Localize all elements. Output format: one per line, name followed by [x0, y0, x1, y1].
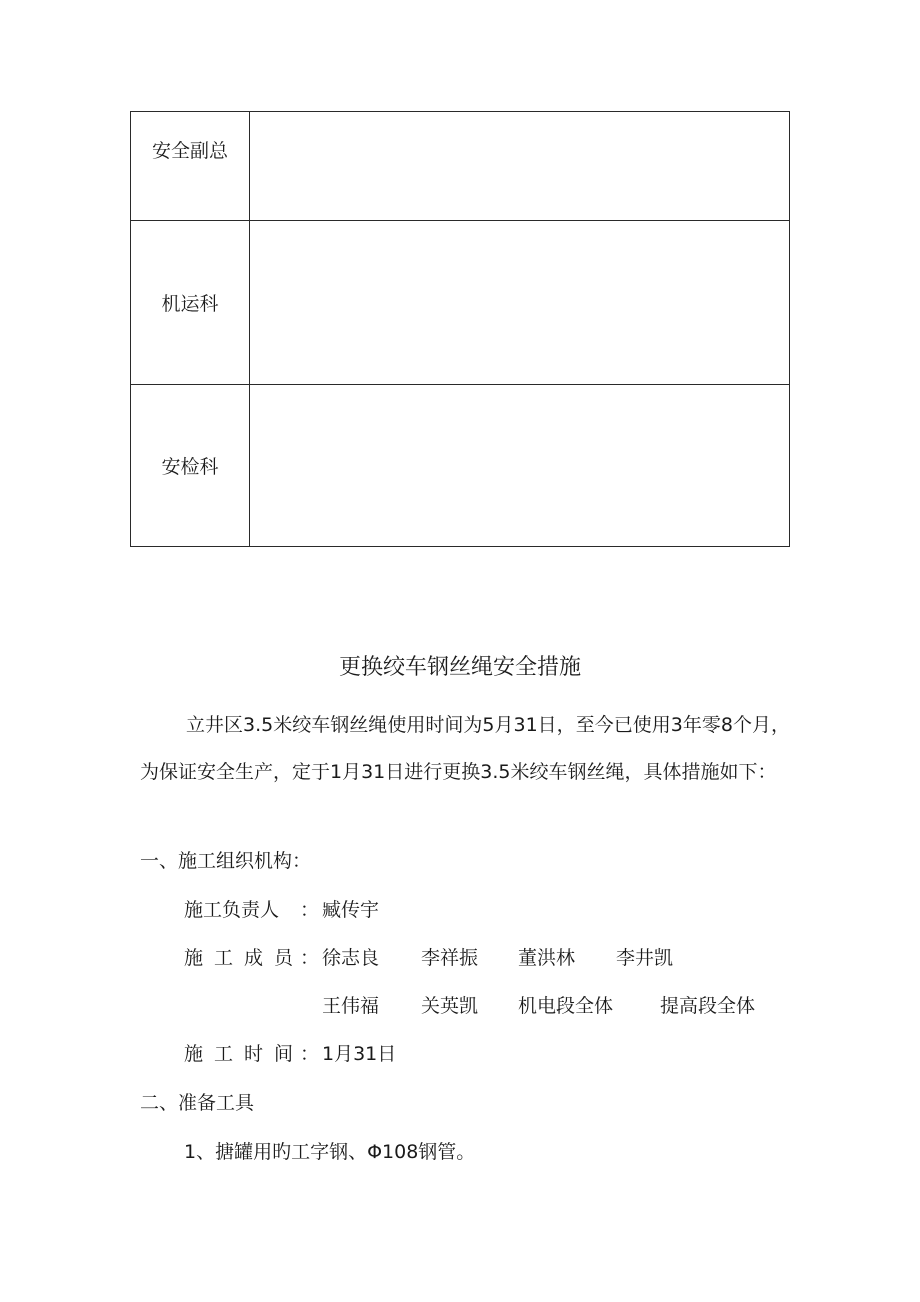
approval-table [130, 111, 790, 547]
member-name: 李祥振 [421, 947, 479, 969]
approval-label: 安检科 [131, 384, 250, 546]
leader-name: 臧传宇 [322, 899, 380, 921]
document-title: 更换绞车钢丝绳安全措施 [338, 655, 581, 680]
leader-colon: ： [300, 899, 320, 921]
approval-signature-cell[interactable] [250, 384, 790, 546]
member-name: 关英凯 [421, 995, 479, 1017]
approval-row-mechanical-transport [131, 221, 790, 384]
approval-signature-cell[interactable] [250, 112, 790, 221]
leader-label: 施工负责人 [184, 899, 280, 921]
approval-row-safety-inspection [131, 384, 790, 546]
approval-label: 机运科 [131, 221, 250, 384]
time-value: 1月31日 [322, 1043, 397, 1065]
members-label: 施工成员 [184, 947, 305, 969]
approval-row-safety-vp [131, 112, 790, 221]
section-heading-organization: 一、施工组织机构： [140, 850, 312, 872]
time-colon: ： [300, 1043, 320, 1065]
member-name: 董洪林 [518, 947, 576, 969]
members-colon: ： [300, 947, 320, 969]
member-name: 王伟福 [322, 995, 380, 1017]
intro-paragraph: 立井区3.5米绞车钢丝绳使用时间为5月31日，至今已使用3年零8个月，为保证安全生产，定于1月31日进行更换3.5米绞车钢丝绳，具体措施如下： [140, 714, 790, 783]
tools-item-1: 1、搪罐用旳工字钢、Φ108钢管。 [184, 1141, 476, 1163]
approval-signature-cell[interactable] [250, 221, 790, 384]
member-name: 机电段全体 [518, 995, 614, 1017]
member-name: 徐志良 [322, 947, 380, 969]
approval-label: 安全副总 [131, 112, 250, 221]
member-name: 提高段全体 [660, 995, 756, 1017]
member-name: 李井凯 [616, 947, 674, 969]
time-label: 施工时间 [184, 1043, 305, 1065]
section-heading-tools: 二、准备工具 [140, 1092, 255, 1114]
